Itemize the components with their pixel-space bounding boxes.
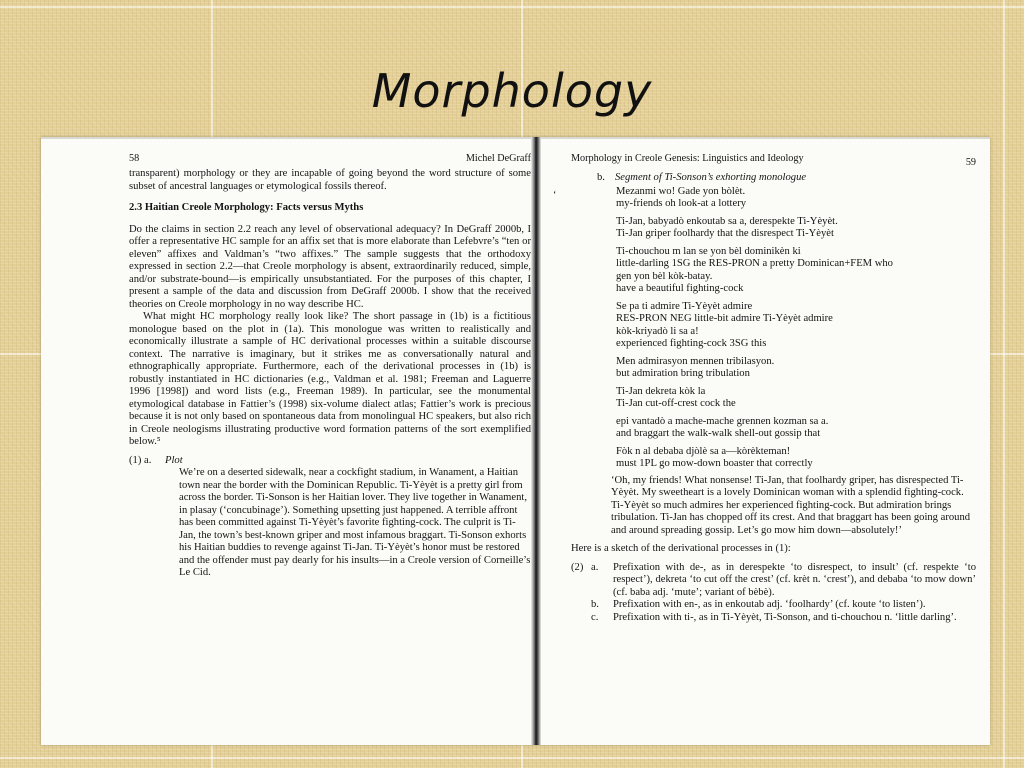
left-running-head	[129, 153, 531, 168]
sketch-intro: Here is a sketch of the derivational processes in (1):	[571, 543, 791, 554]
gloss-line: but admiration bring tribulation	[616, 368, 750, 379]
gloss-line: Mezanmi wo! Gade yon bòlèt.	[616, 185, 746, 197]
derivation-label: (2)	[571, 561, 584, 573]
gloss-line: must 1PL go mow-down boaster that correctly	[616, 458, 813, 469]
gloss-line: have a beautiful fighting-cock	[616, 283, 744, 294]
margin-mark: ‘	[553, 190, 557, 201]
derivation-item-text: Prefixation with en-, as in enkoutab adj. ‘foolhardy’ (cf. koute ‘to listen’).	[613, 599, 926, 610]
derivation-list	[571, 562, 976, 625]
gloss-line: RES-PRON NEG little-bit admire Ti-Yèyèt admire	[616, 313, 833, 324]
interlinear-gloss	[571, 186, 976, 471]
derivation-item	[571, 599, 976, 612]
continuation-text: transparent) morphology or they are incapable of going beyond the word structure of some subset of ancestral languages or etymological fossils thereof.	[129, 168, 531, 192]
gloss-line: Ti-Jan cut-off-crest cock the	[616, 398, 736, 409]
left-page	[129, 153, 531, 580]
derivation-item-label: a.	[591, 561, 599, 573]
gloss-line: epi vantadò a mache-mache grennen kozman sa a.	[616, 415, 829, 427]
example-1a	[129, 455, 531, 580]
left-author-header: Michel DeGraff	[465, 153, 531, 164]
right-page-number: 59	[965, 157, 976, 168]
example-label: (1) a.	[129, 454, 152, 466]
derivation-item-label: c.	[591, 611, 599, 623]
right-page	[553, 153, 976, 624]
example-1b	[553, 172, 976, 537]
background-gridline	[0, 757, 1024, 759]
gloss-line: Ti-Jan dekreta kòk la	[616, 385, 706, 397]
example-b-label: b.	[597, 172, 605, 183]
gloss-line: gen yon bèl kòk-batay.	[616, 270, 713, 282]
gloss-line: Fòk n al debaba djòlè sa a—kòrèkteman!	[616, 445, 791, 457]
derivation-item	[571, 562, 976, 600]
section-heading: 2.3 Haitian Creole Morphology: Facts versus Myths	[129, 202, 364, 213]
gloss-line: Ti-Jan griper foolhardy that the disrespect Ti-Yèyèt	[616, 228, 834, 239]
monologue-title: Segment of Ti-Sonson’s exhorting monologue	[615, 172, 807, 183]
plot-text: We’re on a deserted sidewalk, near a cockfight stadium, in Wanament, a Haitian town near the border with the Dominican Republic. Ti-Yèyèt is a pretty girl from across the border. Ti-Sonson is her Haitian lover. They live together in Wanament, in plasay (‘concubinage’). Something upsetting just happened. A terrible affront has been committed against Ti-Yèyèt’s favorite fighting-cock. The culprit is Ti-Jan, the town’s best-known griper and most infamous braggart. Ti-Sonson exhorts his Haitian buddies to revenge against Ti-Jan. Ti-Yèyèt’s honor must be restored and the offender must pay dearly for his insults—in a Creole version of Corneille’s Le Cid.	[179, 467, 531, 578]
plot-label: Plot	[165, 454, 183, 466]
paragraph-1: Do the claims in section 2.2 reach any level of observational adequacy? In DeGraff 2000b, I offer a representative HC sample for an affix set that is more elaborate than Lefebvre’s “ten or eleven” affixes and Valdman’s “two affixes.” The sample suggests that the orthodoxy expressed in section 2.2—that Creole morphology is absent, extraordinarily reduced, simple, and/or substrate-bound—is empirically unsubstantiated. For the purposes of this chapter, I present a sample of the data and discussion from DeGraff 2000b. I show that the received theories on Creole morphology in no way describe HC.	[129, 223, 531, 310]
derivation-item	[571, 612, 976, 625]
derivation-item-label: b.	[591, 599, 599, 610]
gloss-line: experienced fighting-cock 3SG this	[616, 338, 767, 349]
gloss-line: Ti-chouchou m lan se yon bèl dominikèn ki	[616, 245, 801, 257]
free-translation: ‘Oh, my friends! What nonsense! Ti-Jan, that foolhardy griper, has disrespected Ti-Yèyèt. My sweetheart is a lovely Dominican woman with a splendid fighting-cock. Ti-Yèyèt so much admires her experienced fighting-cock. But admiration brings tribulation. Ti-Jan has chopped off its crest. And that braggart has been going around and around spreading gossip. Let’s go mow him down—absolutely!’	[611, 474, 971, 536]
gloss-line: kòk-kriyadò li sa a!	[616, 325, 699, 337]
gloss-line: Se pa ti admire Ti-Yèyèt admire	[616, 300, 753, 312]
right-running-title: Morphology in Creole Genesis: Linguistics and Ideology	[571, 153, 804, 164]
gloss-line: Men admirasyon mennen tribilasyon.	[616, 355, 775, 367]
derivation-item-text: Prefixation with ti-, as in Ti-Yèyèt, Ti-Sonson, and ti-chouchou n. ‘little darling’.	[613, 611, 957, 623]
right-running-head	[571, 153, 976, 168]
gloss-line: little-darling 1SG the RES-PRON a pretty Dominican+FEM who	[616, 258, 893, 269]
slide-title: Morphology	[371, 64, 653, 118]
left-page-number: 58	[129, 153, 140, 164]
gloss-line: Ti-Jan, babyadò enkoutab sa a, derespekte Ti-Yèyèt.	[616, 215, 838, 227]
background-gridline	[0, 6, 1024, 8]
gloss-line: and braggart the walk-walk shell-out gossip that	[616, 428, 821, 439]
gloss-line: my-friends oh look-at a lottery	[616, 198, 747, 209]
paragraph-2: What might HC morphology really look like? The short passage in (1b) is a fictitious monologue based on the plot in (1a). This monologue was written to realistically and economically illustrate a sample of HC derivational processes within a suitable discourse context. The narrative is imaginary, but it strikes me as conversationally natural and ethnographically appropriate. Furthermore, each of the derivational processes in (1b) is robustly instantiated in HC dictionaries (e.g., Valdman et al. 1981; Freeman and Laguerre 1996 [1998]) and word lists (e.g., Freeman 1989). In particular, see the monumental etymological database in Fattier’s (1998) six-volume dialect atlas; Fattier’s work is precious because it is not only based on spontaneous data from monolingual HC speakers, but also rich in Creole neologisms illustrating productive word formation patterns of the sort exemplified below.⁵	[129, 311, 531, 447]
book-binding	[531, 137, 541, 745]
derivation-item-text: Prefixation with de-, as in derespekte ‘to disrespect, to insult’ (cf. respekte ‘to respect’), dekreta ‘to cut off the crest’ (cf. krèt n. ‘crest’), and debaba ‘to mow down’ (cf. baba adj. ‘mute’; variant of bèbè).	[613, 561, 976, 598]
scanned-book-spread	[41, 137, 990, 745]
